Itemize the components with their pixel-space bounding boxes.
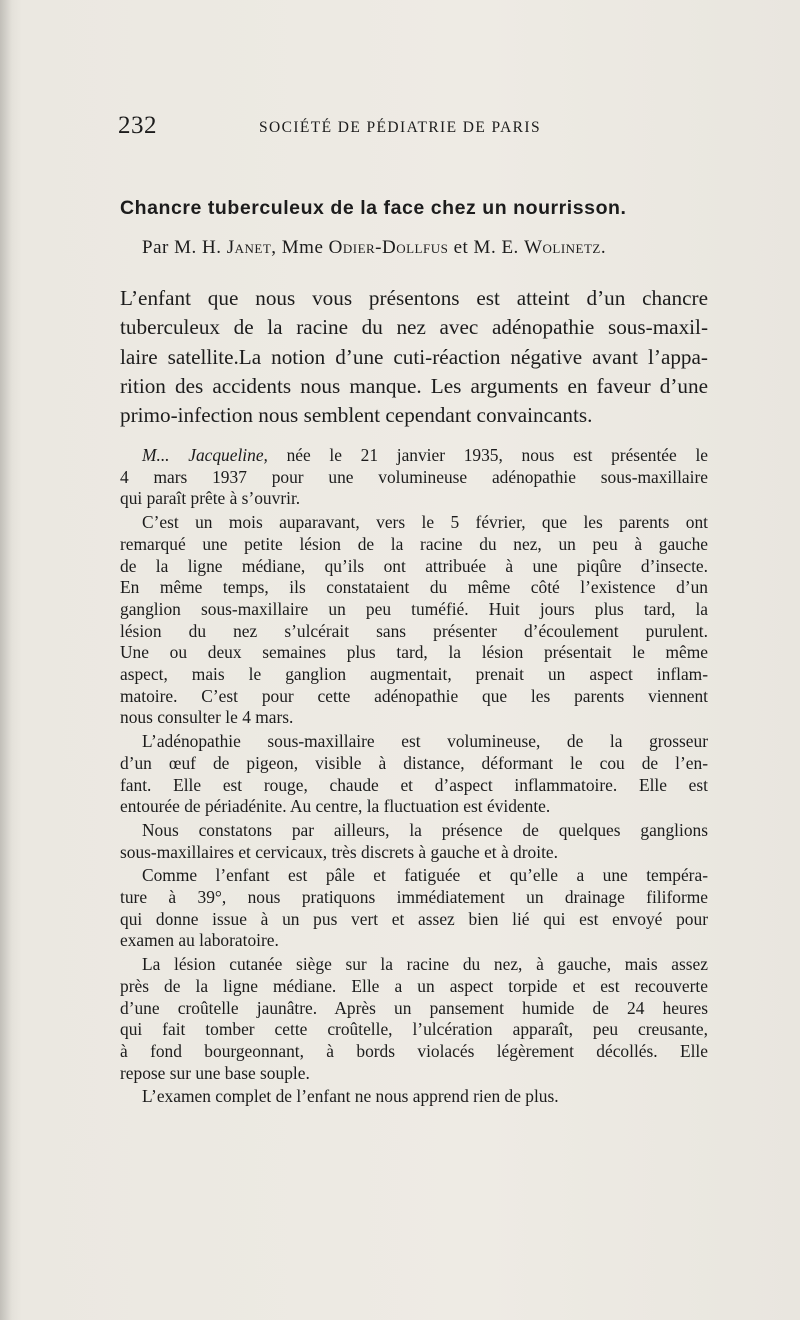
- intro-summary: [120, 284, 708, 430]
- intro-line: tuberculeux de la racine du nez avec adénopathie sous-maxil-: [120, 315, 708, 340]
- body-line: L’adénopathie sous-maxillaire est volumineuse, de la grosseur: [142, 731, 708, 752]
- body-line: sous-maxillaires et cervicaux, très discrets à gauche et à droite.: [120, 841, 558, 862]
- paragraph-drainage: [120, 865, 708, 952]
- case-name: M... Jacqueline,: [142, 445, 268, 465]
- body-line: La lésion cutanée siège sur la racine du nez, à gauche, mais assez: [142, 954, 708, 975]
- body-line: En même temps, ils constataient du même côté l’existence d’un: [120, 577, 708, 598]
- paragraph-history: [120, 512, 708, 729]
- body-line: ture à 39°, nous pratiquons immédiatement un drainage filiforme: [120, 887, 708, 908]
- body-line: C’est un mois auparavant, vers le 5 février, que les parents ont: [142, 512, 708, 533]
- body-line-text: née le 21 janvier 1935, nous est présentée le: [267, 445, 708, 465]
- body-line: L’examen complet de l’enfant ne nous apprend rien de plus.: [142, 1086, 559, 1107]
- intro-line: primo-infection nous semblent cependant convaincants.: [120, 403, 593, 428]
- body-line: matoire. C’est pour cette adénopathie que les parents viennent: [120, 685, 708, 706]
- authors-sep-1: , Mme: [271, 237, 329, 258]
- body-line: à fond bourgeonnant, à bords violacés légèrement décollés. Elle: [120, 1040, 708, 1061]
- body-line: d’une croûtelle jaunâtre. Après un pansement humide de 24 heures: [120, 997, 708, 1018]
- body-line: qui donne issue à un pus vert et assez bien lié qui est envoyé pour: [120, 908, 708, 929]
- body-line: Une ou deux semaines plus tard, la lésion présentait le même: [120, 642, 708, 663]
- body-line: [120, 445, 708, 467]
- page-number: 232: [118, 112, 157, 139]
- paragraph-lesion: [120, 954, 708, 1084]
- intro-line: laire satellite.La notion d’une cuti-réaction négative avant l’appa-: [120, 344, 708, 369]
- authors-sep-2: et M. E.: [448, 237, 525, 258]
- paragraph-case-presentation: [120, 445, 708, 510]
- body-line: repose sur une base souple.: [120, 1062, 310, 1083]
- body-line: fant. Elle est rouge, chaude et d’aspect inflammatoire. Elle est: [120, 774, 708, 795]
- body-line: nous consulter le 4 mars.: [120, 707, 294, 728]
- body-line: Comme l’enfant est pâle et fatiguée et qu’elle a une tempéra-: [142, 865, 708, 886]
- article-title: Chancre tuberculeux de la face chez un nourrisson.: [120, 197, 627, 219]
- paragraph-exam: [120, 1086, 708, 1108]
- body-line: près de la ligne médiane. Elle a un aspect torpide et est recouverte: [120, 975, 708, 996]
- paragraph-adenopathy: [120, 731, 708, 818]
- body-line: ganglion sous-maxillaire un peu tuméfié. Huit jours plus tard, la: [120, 598, 708, 619]
- body-line: remarqué une petite lésion de la racine du nez, un peu à gauche: [120, 533, 708, 554]
- body-line: qui paraît prête à s’ouvrir.: [120, 488, 301, 509]
- body-line: de la ligne médiane, qu’ils ont attribuée à une piqûre d’insecte.: [120, 555, 708, 576]
- intro-line: rition des accidents nous manque. Les arguments en faveur d’une: [120, 373, 708, 398]
- spine-shadow: [0, 0, 12, 1320]
- article-authors: [142, 237, 606, 259]
- body-line: qui fait tomber cette croûtelle, l’ulcération apparaît, peu creusante,: [120, 1019, 708, 1040]
- body-line: 4 mars 1937 pour une volumineuse adénopathie sous-maxillaire: [120, 466, 708, 487]
- case-report-body: [120, 445, 708, 1110]
- paragraph-ganglions: [120, 820, 708, 863]
- authors-prefix: Par M. H.: [142, 237, 227, 258]
- body-line: d’un œuf de pigeon, visible à distance, déformant le cou de l’en-: [120, 752, 708, 773]
- page-header: [118, 112, 708, 142]
- body-line: Nous constatons par ailleurs, la présence de quelques ganglions: [142, 819, 708, 840]
- authors-end: .: [600, 237, 607, 258]
- author-odier-dollfus: Odier-Dollfus: [328, 237, 449, 258]
- body-line: lésion du nez s’ulcérait sans présenter d’écoulement purulent.: [120, 620, 708, 641]
- body-line: entourée de périadénite. Au centre, la fluctuation est évidente.: [120, 796, 551, 817]
- intro-line: L’enfant que nous vous présentons est atteint d’un chancre: [120, 286, 708, 310]
- running-head: SOCIÉTÉ DE PÉDIATRIE DE PARIS: [259, 119, 542, 136]
- author-wolinetz: Wolinetz: [524, 237, 601, 258]
- body-line: aspect, mais le ganglion augmentait, prenait un aspect inflam-: [120, 664, 708, 685]
- body-line: examen au laboratoire.: [120, 930, 279, 951]
- author-janet: Janet: [226, 237, 272, 258]
